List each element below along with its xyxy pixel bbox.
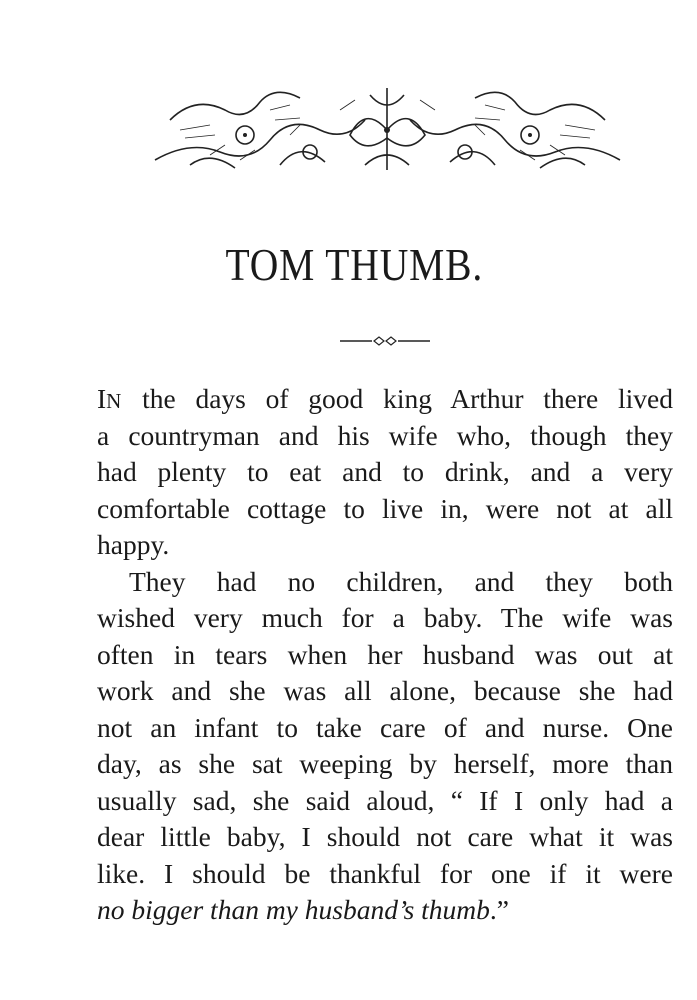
text-line: work and she was all alone, because she had [97, 675, 673, 706]
text-line: not an infant to take care of and nurse. One [97, 711, 673, 743]
dropcap: I [97, 383, 107, 414]
text-line: IN the days of good king Arthur there lived [97, 383, 673, 414]
text-line: happy. [97, 529, 170, 560]
text-line: a countryman and his wife who, though they [97, 419, 673, 451]
story-text [97, 381, 673, 929]
dropcap-smallcaps: N [106, 389, 123, 413]
text-line: wished very much for a baby. The wife was [97, 602, 673, 633]
text-line: They had no children, and they both [129, 565, 673, 597]
text-line: comfortable cottage to live in, were not at all [97, 492, 673, 524]
title-rule-divider [340, 334, 430, 348]
text-line: like. I should be thankful for one if it were [97, 857, 673, 889]
text-line: dear little baby, I should not care what it was [97, 821, 673, 852]
text-line: day, as she sat weeping by herself, more than [97, 748, 673, 779]
text-line: usually sad, she said aloud, “ If I only had a [97, 784, 673, 816]
text-line: often in tears when her husband was out at [97, 638, 673, 670]
italic-phrase: no bigger than my husband’s thumb [97, 894, 490, 925]
text-line: had plenty to eat and to drink, and a very [97, 456, 673, 487]
text-line: no bigger than my husband’s thumb.” [97, 894, 509, 925]
chapter-title: TOM THUMB. [225, 239, 484, 290]
decorative-headpiece [150, 80, 625, 175]
